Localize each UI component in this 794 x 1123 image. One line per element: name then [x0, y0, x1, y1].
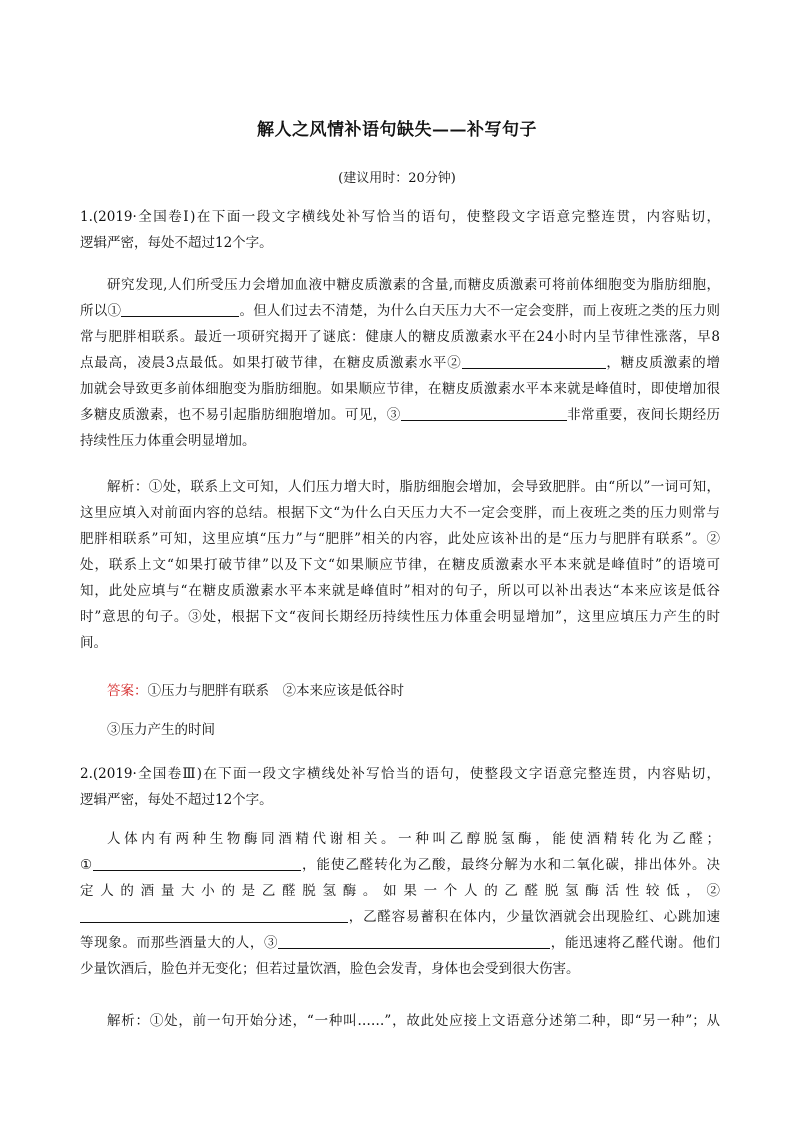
- analysis-line: 知，此处应填与“在糖皮质激素水平本来就是峰值时”相对的句子，所以可以补出表达“本来应该是低谷: [80, 583, 720, 599]
- q1-blank-1[interactable]: [121, 301, 239, 317]
- q2-passage-line: ，乙醛容易蓄积在体内，少量饮酒就会出现脸红、心跳加速: [80, 904, 720, 930]
- analysis-line: 间。: [80, 635, 107, 651]
- q2-blank-2[interactable]: [80, 907, 348, 923]
- q1-passage-line: 点最高，凌晨3点最低。如果打破节律，在糖皮质激素水平② ，糖皮质激素的增: [80, 355, 721, 371]
- q1-prompt-line: 1.(2019·全国卷Ⅰ)在下面一段文字横线处补写恰当的语句，使整段文字语意完整连贯，内容贴切，: [80, 209, 720, 225]
- q2-prompt-line: 2.(2019·全国卷Ⅲ)在下面一段文字横线处补写恰当的语句，使整段文字语意完整连贯，内容贴切，: [80, 766, 720, 782]
- q2-passage-line: ① ，能使乙醛转化为乙酸，最终分解为水和二氧化碳，排出体外。决: [80, 857, 721, 873]
- q1-analysis: [80, 474, 720, 656]
- answer-line: ③压力产生的时间: [107, 722, 215, 738]
- q2-prompt: [80, 761, 720, 813]
- analysis-line: 解析：①处，联系上文可知，人们压力增大时，脂肪细胞会增加，会导致肥胖。由“所以”一词可知，: [107, 479, 720, 495]
- q2-prompt-line: 逻辑严密，每处不超过12个字。: [80, 792, 273, 808]
- analysis-line: 解析：①处，前一句开始分述，“一种叫……”，故此处应接上文语意分述第二种，即“另一种”；从: [107, 1013, 720, 1029]
- analysis-line: 处，联系上文“如果打破节律”以及下文“如果顺应节律，在糖皮质激素水平本来就是峰值时”的语境可: [80, 557, 720, 573]
- q1-passage-line: 持续性压力体重会明显增加。: [80, 433, 256, 449]
- analysis-line: 这里应填入对前面内容的总结。根据下文“为什么白天压力大不一定会变胖，而上夜班之类的压力则常与: [80, 505, 720, 521]
- q2-passage: [80, 826, 720, 982]
- q2-passage-line: 定人的酒量大小的是乙醛脱氢酶。如果一个人的乙醛脱氢酶活性较低，②: [80, 883, 720, 899]
- q2-passage-line: 等现象。而那些酒量大的人，③ ，能迅速将乙醛代谢。他们: [80, 935, 721, 951]
- q1-answer: [80, 678, 720, 704]
- q2-analysis: [80, 1008, 720, 1034]
- answer-line: 答案：①压力与肥胖有联系 ②本来应该是低谷时: [107, 683, 404, 699]
- answer-label: 答案：: [107, 683, 148, 699]
- page-title: 解人之风情补语句缺失——补写句子: [257, 120, 537, 140]
- q1-blank-3[interactable]: [401, 405, 567, 421]
- q2-blank-1[interactable]: [93, 855, 301, 871]
- q1-passage-line: 加就会导致更多前体细胞变为脂肪细胞。如果顺应节律，在糖皮质激素水平本来就是峰值时，即使增加很: [80, 381, 720, 397]
- q2-blank-3[interactable]: [278, 933, 550, 949]
- q2-passage-line: 人体内有两种生物酶同酒精代谢相关。一种叫乙醇脱氢酶，能使酒精转化为乙醛；: [107, 831, 720, 847]
- q1-passage-line: 常与肥胖相联系。最近一项研究揭开了谜底：健康人的糖皮质激素水平在24小时内呈节律性涨落，早8: [80, 329, 720, 345]
- q1-passage-line: 研究发现,人们所受压力会增加血液中糖皮质激素的含量,而糖皮质激素可将前体细胞变为脂肪细胞，: [107, 277, 720, 293]
- analysis-line: 时”意思的句子。③处，根据下文“夜间长期经历持续性压力体重会明显增加”，这里应填压力产生的时: [80, 609, 720, 625]
- time-suggestion: (建议用时：20分钟): [338, 171, 456, 186]
- q1-passage-line: 所以① 。但人们过去不清楚，为什么白天压力大不一定会变胖，而上夜班之类的压力则: [80, 303, 721, 319]
- q1-prompt: [80, 204, 720, 256]
- q1-passage: [80, 272, 720, 454]
- q1-prompt-line: 逻辑严密，每处不超过12个字。: [80, 235, 273, 251]
- q1-answer-cont: [80, 717, 720, 743]
- q2-passage-line: 少量饮酒后，脸色并无变化；但若过量饮酒，脸色会发青，身体也会受到很大伤害。: [80, 961, 580, 977]
- analysis-line: 肥胖相联系”可知，这里应填“压力”与“肥胖”相关的内容，此处应该补出的是“压力与肥胖有联系”。②: [80, 531, 720, 547]
- q1-blank-2[interactable]: [462, 353, 606, 369]
- q1-passage-line: 多糖皮质激素，也不易引起脂肪细胞增加。可见，③ 非常重要，夜间长期经历: [80, 407, 721, 423]
